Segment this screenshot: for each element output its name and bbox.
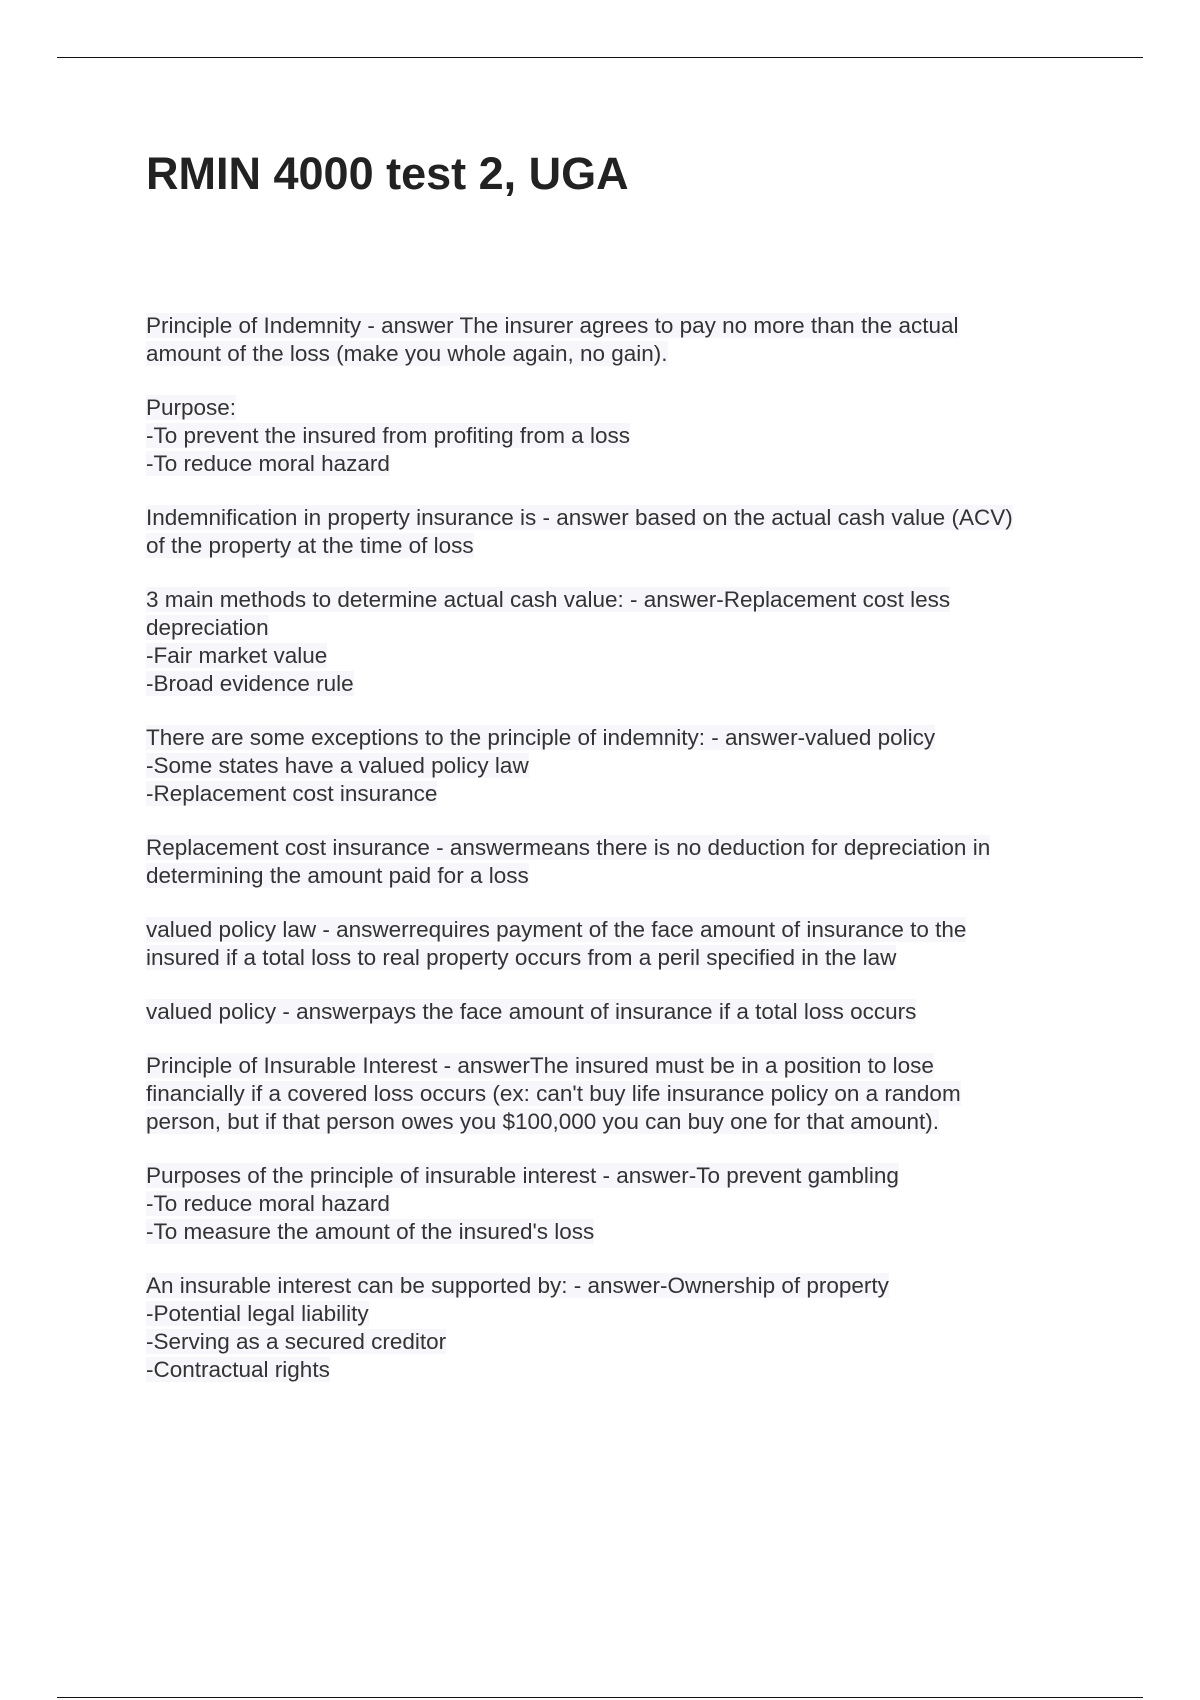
text-line: valued policy law - answerrequires payment of the face amount of insurance to the — [146, 917, 967, 942]
text-line: person, but if that person owes you $100,000 you can buy one for that amount). — [146, 1109, 940, 1134]
text-line: -Replacement cost insurance — [146, 781, 438, 806]
flashcard-indemnity-exceptions — [146, 724, 1106, 808]
flashcard-acv-methods — [146, 586, 1106, 698]
text-line: -Serving as a secured creditor — [146, 1329, 447, 1354]
flashcard-list — [146, 312, 1106, 1410]
text-line: Purposes of the principle of insurable interest - answer-To prevent gambling — [146, 1163, 899, 1188]
flashcard-replacement-cost — [146, 834, 1106, 890]
text-line: -To measure the amount of the insured's loss — [146, 1219, 595, 1244]
text-line: Replacement cost insurance - answermeans there is no deduction for depreciation in — [146, 835, 991, 860]
text-line: of the property at the time of loss — [146, 533, 474, 558]
text-line: -Some states have a valued policy law — [146, 753, 529, 778]
text-line: -To reduce moral hazard — [146, 1191, 390, 1216]
text-line: valued policy - answerpays the face amount of insurance if a total loss occurs — [146, 999, 917, 1024]
text-line: Principle of Insurable Interest - answerThe insured must be in a position to lose — [146, 1053, 934, 1078]
flashcard-principle-of-indemnity — [146, 312, 1106, 368]
text-line: Indemnification in property insurance is - answer based on the actual cash value (ACV) — [146, 505, 1013, 530]
text-line: -Contractual rights — [146, 1357, 330, 1382]
bottom-rule — [57, 1697, 1143, 1698]
flashcard-valued-policy — [146, 998, 1106, 1026]
text-line: Principle of Indemnity - answer The insurer agrees to pay no more than the actual — [146, 313, 959, 338]
text-line: insured if a total loss to real property occurs from a peril specified in the law — [146, 945, 897, 970]
flashcard-valued-policy-law — [146, 916, 1106, 972]
text-line: -Potential legal liability — [146, 1301, 369, 1326]
flashcard-purpose — [146, 394, 1106, 478]
text-line: -Broad evidence rule — [146, 671, 354, 696]
flashcard-insurable-interest-support — [146, 1272, 1106, 1384]
text-line: -To reduce moral hazard — [146, 451, 390, 476]
flashcard-insurable-interest-purposes — [146, 1162, 1106, 1246]
page-title: RMIN 4000 test 2, UGA — [146, 148, 629, 199]
text-line: financially if a covered loss occurs (ex: can't buy life insurance policy on a random — [146, 1081, 961, 1106]
flashcard-indemnification-property — [146, 504, 1106, 560]
text-line: amount of the loss (make you whole again, no gain). — [146, 341, 668, 366]
text-line: There are some exceptions to the principle of indemnity: - answer-valued policy — [146, 725, 936, 750]
flashcard-insurable-interest — [146, 1052, 1106, 1136]
text-line: depreciation — [146, 615, 269, 640]
text-line: Purpose: — [146, 395, 237, 420]
top-rule — [57, 57, 1143, 58]
text-line: An insurable interest can be supported by: - answer-Ownership of property — [146, 1273, 889, 1298]
text-line: -Fair market value — [146, 643, 328, 668]
text-line: 3 main methods to determine actual cash value: - answer-Replacement cost less — [146, 587, 951, 612]
text-line: determining the amount paid for a loss — [146, 863, 529, 888]
text-line: -To prevent the insured from profiting from a loss — [146, 423, 630, 448]
